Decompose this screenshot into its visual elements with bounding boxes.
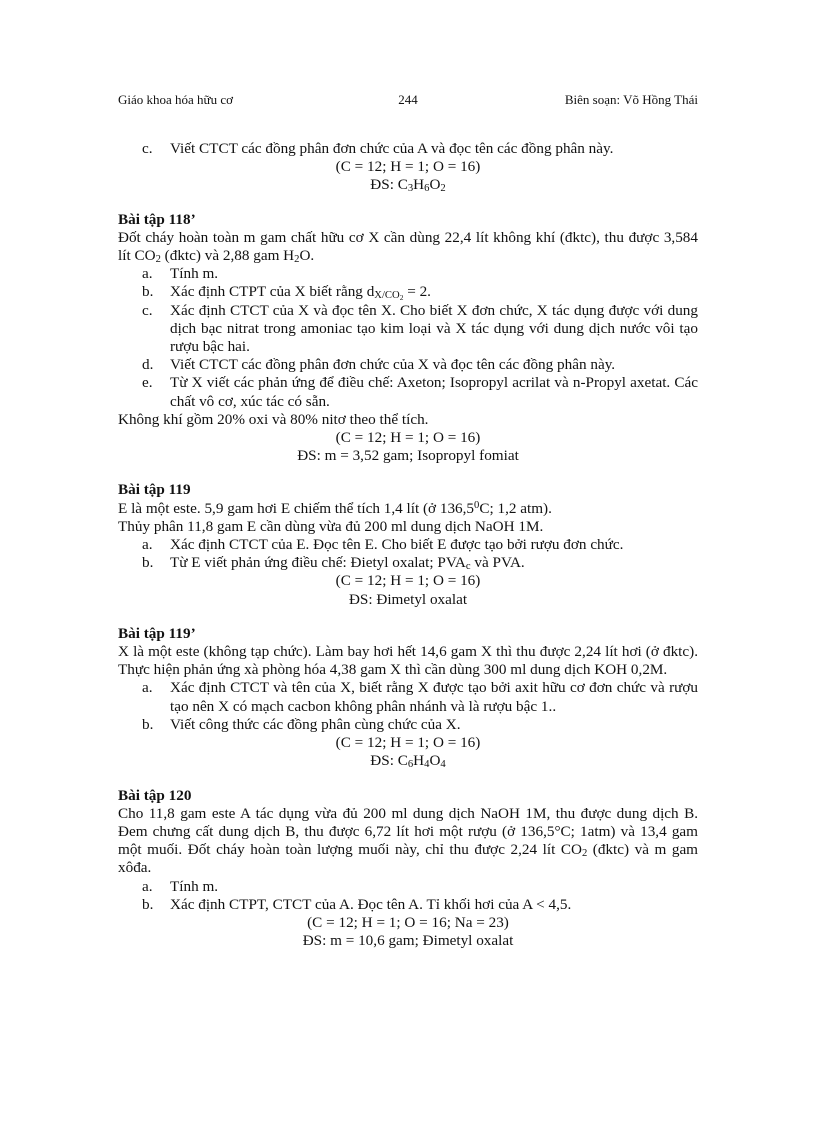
- exercise-119-title: Bài tập 119: [118, 481, 191, 499]
- exercise-119-text-1: E là một este. 5,9 gam hơi E chiếm thể tích 1,4 lít (ở 136,5$^0$C; 1,2 atm).: [118, 499, 552, 517]
- atomic-masses: (C = 12; H = 1; O = 16): [335, 429, 481, 447]
- exercise-119b-title: Bài tập 119’: [118, 624, 196, 642]
- exercise-118b-text: Đốt cháy hoàn toàn m gam chất hữu cơ X cần dùng 22,4 lít không khí (đktc), thu được 3,584 lít $CO_2$ (đktc) và 2,88 gam $H_2O$.: [118, 228, 698, 266]
- answer: ĐS: Đimetyl oxalat: [348, 590, 468, 608]
- page-number: 244: [398, 92, 418, 107]
- item-text: Viết CTCT các đồng phân đơn chức của A và đọc tên các đồng phân này.: [170, 140, 614, 157]
- intro-item-c: [118, 140, 698, 158]
- exercise-119-text-2: Thủy phân 11,8 gam E cần dùng vừa đủ 200 ml dung dịch NaOH 1M.: [118, 517, 544, 535]
- header-author: Biên soạn: Võ Hồng Thái: [564, 92, 698, 107]
- exercise-119b-item-a: a. Xác định CTCT và tên của X, biết rằng X được tạo bởi axit hữu cơ đơn chức và rượu tạo nên X có mạch cacbon không phân nhánh và là rượu bậc 1..: [142, 679, 698, 715]
- exercise-120-text: Cho 11,8 gam este A tác dụng vừa đủ 200 ml dung dịch NaOH 1M, thu được dung dịch B. Đem chưng cất dung dịch B, thu được 6,72 lít hơi một rượu (ở 136,5°C; 1atm) và 13,4 gam một muối. Đốt cháy hoàn toàn lượng muối này, chỉ thu được 2,24 lít $CO_2$ (đktc) và m gam xôđa.: [118, 804, 698, 877]
- exercise-118b-item-b: b. Xác định CTPT của X biết rằng $d_{X/CO_2} = 2$.: [142, 283, 431, 303]
- exercise-118b-item-d: d. Viết CTCT các đồng phân đơn chức của X và đọc tên các đồng phân này.: [142, 356, 616, 374]
- atomic-masses: (C = 12; H = 1; O = 16): [335, 158, 481, 176]
- page-content: [118, 140, 698, 950]
- item-label: c.: [142, 140, 153, 157]
- exercise-118b-item-c: c. Xác định CTCT của X và đọc tên X. Cho biết X đơn chức, X tác dụng được với dung dịch bạc nitrat trong amoniac tạo kim loại và X tác dụng với dung dịch nước vôi tạo rượu bậc hai.: [142, 301, 698, 356]
- atomic-masses: (C = 12; H = 1; O = 16): [335, 572, 481, 590]
- page-header: [118, 92, 698, 110]
- exercise-118b-note: Không khí gồm 20% oxi và 80% nitơ theo thể tích.: [118, 410, 429, 428]
- exercise-118b-title: Bài tập 118’: [118, 210, 196, 228]
- exercise-119b-text: X là một este (không tạp chức). Làm bay hơi hết 14,6 gam X thì thu được 2,24 lít hơi (ở đktc). Thực hiện phản ứng xà phòng hóa 4,38 gam X thì cần dùng 300 ml dung dịch KOH 0,2M.: [118, 643, 698, 679]
- atomic-masses: (C = 12; H = 1; O = 16): [335, 734, 481, 752]
- exercise-119b-item-b: b. Viết công thức các đồng phân cùng chức của X.: [142, 715, 461, 733]
- exercise-119-item-a: a. Xác định CTCT của E. Đọc tên E. Cho biết E được tạo bởi rượu đơn chức.: [142, 536, 624, 554]
- answer: ĐS: $C_3H_6O_2$: [370, 176, 446, 195]
- atomic-masses: (C = 12; H = 1; O = 16; Na = 23): [307, 913, 509, 931]
- answer: ĐS: m = 3,52 gam; Isopropyl fomiat: [297, 447, 519, 465]
- exercise-118b-item-e: e. Từ X viết các phản ứng để điều chế: Axeton; Isopropyl acrilat và n-Propyl axetat. Các chất vô cơ, xúc tác có sẵn.: [142, 374, 698, 410]
- answer: ĐS: $C_6H_4O_4$: [370, 752, 446, 771]
- exercise-118b-item-a: a. Tính m.: [142, 265, 219, 283]
- exercise-120-title: Bài tập 120: [118, 786, 192, 804]
- answer: ĐS: m = 10,6 gam; Đimetyl oxalat: [302, 932, 514, 950]
- header-book-title: Giáo khoa hóa hữu cơ: [118, 92, 234, 107]
- exercise-120-item-b: b. Xác định CTPT, CTCT của A. Đọc tên A. Tỉ khối hơi của A < 4,5.: [142, 895, 572, 913]
- exercise-120-item-a: a. Tính m.: [142, 877, 219, 895]
- exercise-119-item-b: b. Từ E viết phản ứng điều chế: Đietyl oxalat; $PVA_c$ và PVA.: [142, 554, 525, 573]
